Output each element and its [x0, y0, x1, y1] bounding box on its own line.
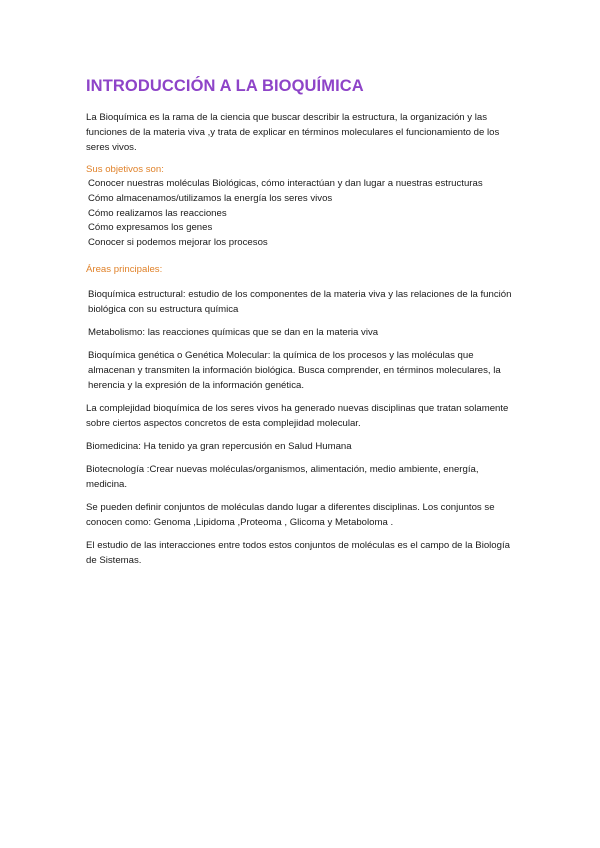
area-genetics: Bioquímica genética o Genética Molecular: la química de los procesos y las moléculas que almacenan y transmiten la información biológica. Busca comprender, en términos moleculares, la herencia y la expresión de la información genética. [88, 349, 501, 391]
objectives-heading: Sus objetivos son: [86, 164, 164, 175]
list-item: Cómo almacenamos/utilizamos la energía los seres vivos [88, 192, 333, 204]
systems-biology-paragraph: El estudio de las interacciones entre todos estos conjuntos de moléculas es el campo de la Biología de Sistemas. [86, 539, 510, 566]
document-page [86, 70, 518, 576]
list-item: Cómo realizamos las reacciones [88, 207, 227, 219]
complexity-paragraph: La complejidad bioquímica de los seres vivos ha generado nuevas disciplinas que tratan solamente sobre ciertos aspectos concretos de esta complejidad molecular. [86, 402, 509, 429]
areas-heading: Áreas principales: [86, 263, 163, 275]
omics-paragraph: Se pueden definir conjuntos de moléculas dando lugar a diferentes disciplinas. Los conjuntos se conocen como: Genoma ,Lipidoma ,Proteoma , Glicoma y Metaboloma . [86, 501, 495, 528]
area-structural: Bioquímica estructural: estudio de los componentes de la materia viva y las relaciones de la función biológica con su estructura química [88, 288, 512, 315]
area-metabolism: Metabolismo: las reacciones químicas que se dan en la materia viva [88, 326, 379, 338]
document-title: INTRODUCCIÓN A LA BIOQUÍMICA [86, 77, 364, 95]
list-item: Conocer nuestras moléculas Biológicas, cómo interactúan y dan lugar a nuestras estructuras [88, 178, 483, 189]
biomedicine-paragraph: Biomedicina: Ha tenido ya gran repercusión en Salud Humana [86, 440, 352, 452]
list-item: Conocer si podemos mejorar los procesos [88, 237, 268, 249]
intro-paragraph: La Bioquímica es la rama de la ciencia que buscar describir la estructura, la organización y las funciones de la materia viva ,y trata de explicar en términos moleculares el funcionamiento de los seres vivos. [86, 112, 500, 153]
objectives-list [88, 177, 518, 251]
biotechnology-paragraph: Biotecnología :Crear nuevas moléculas/organismos, alimentación, medio ambiente, energía, medicina. [86, 463, 479, 490]
list-item: Cómo expresamos los genes [88, 222, 213, 234]
